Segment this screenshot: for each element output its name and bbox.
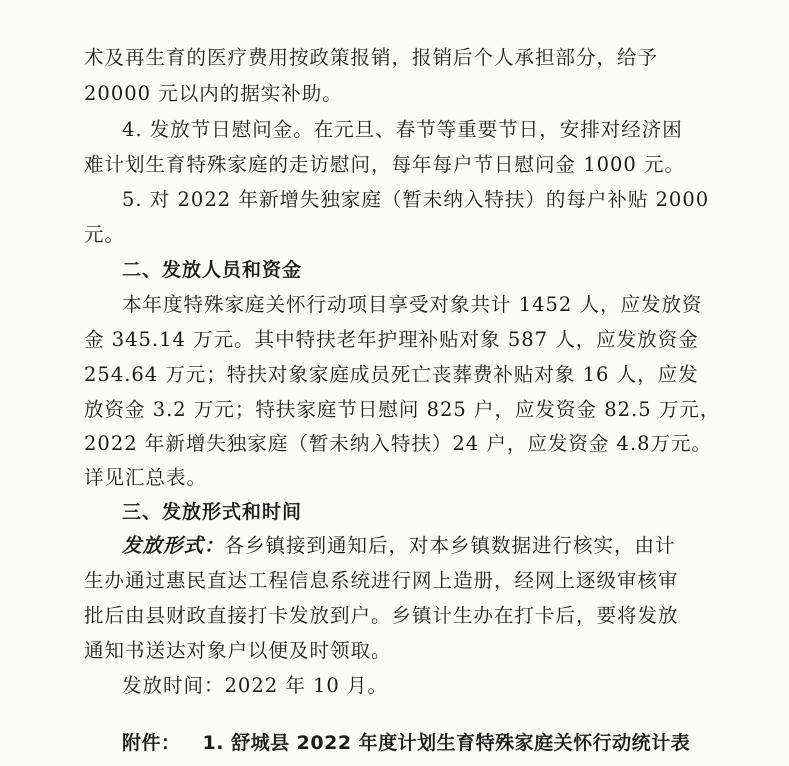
paragraph-line: 2022 年新增失独家庭（暂未纳入特扶）24 户，应发资金 4.8万元。 bbox=[84, 432, 713, 455]
paragraph-line: 5. 对 2022 年新增失独家庭（暂未纳入特扶）的每户补贴 2000 bbox=[122, 188, 710, 211]
paragraph-line: 4. 发放节日慰问金。在元旦、春节等重要节日，安排对经济困 bbox=[122, 118, 683, 141]
paragraph-line: 发放时间：2022 年 10 月。 bbox=[122, 674, 389, 697]
section-heading: 三、发放形式和时间 bbox=[122, 501, 303, 523]
paragraph-line: 金 345.14 万元。其中特扶老年护理补贴对象 587 人，应发放资金 bbox=[84, 328, 699, 351]
attachment-item: 1. 舒城县 2022 年度计划生育特殊家庭关怀行动统计表 bbox=[202, 732, 691, 754]
section-heading: 二、发放人员和资金 bbox=[122, 259, 303, 281]
attachment-line bbox=[122, 729, 690, 757]
paragraph-line: 难计划生育特殊家庭的走访慰问，每年每户节日慰问金 1000 元。 bbox=[84, 153, 686, 176]
form-label: 发放形式： bbox=[122, 534, 225, 557]
paragraph-line: 本年度特殊家庭关怀行动项目享受对象共计 1452 人，应发放资 bbox=[122, 293, 703, 316]
paragraph-line: 元。 bbox=[84, 223, 126, 246]
paragraph-line bbox=[122, 532, 676, 560]
paragraph-line: 批后由县财政直接打卡发放到户。乡镇计生办在打卡后，要将发放 bbox=[84, 604, 679, 627]
paragraph-line: 术及再生育的医疗费用按政策报销，报销后个人承担部分，给予 bbox=[84, 46, 659, 69]
paragraph-line: 20000 元以内的据实补助。 bbox=[84, 82, 343, 105]
paragraph-line: 通知书送达对象户以便及时领取。 bbox=[84, 639, 392, 662]
paragraph-line: 详见汇总表。 bbox=[84, 466, 208, 489]
paragraph-line: 254.64 万元；特扶对象家庭成员死亡丧葬费补贴对象 16 人，应发 bbox=[84, 363, 699, 386]
paragraph-line: 生办通过惠民直达工程信息系统进行网上造册，经网上逐级审核审 bbox=[84, 569, 679, 592]
attachment-label: 附件： bbox=[122, 732, 181, 754]
form-text: 各乡镇接到通知后，对本乡镇数据进行核实，由计 bbox=[224, 534, 676, 557]
paragraph-line: 放资金 3.2 万元；特扶家庭节日慰问 825 户，应发资金 82.5 万元， bbox=[84, 398, 721, 421]
